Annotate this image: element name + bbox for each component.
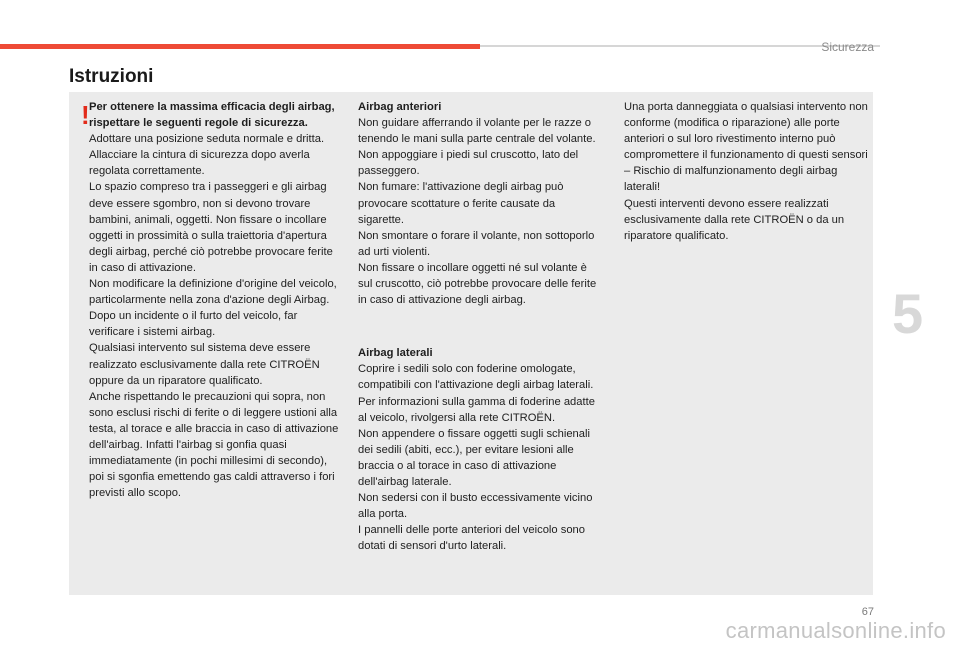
paragraph: Non appoggiare i piedi sul cruscotto, lato del passeggero. <box>358 149 579 178</box>
column-middle <box>358 99 604 554</box>
paragraph: Non fumare: l'attivazione degli airbag può provocare scottature o ferite causate da sigarette. <box>358 181 564 226</box>
paragraph: I pannelli delle porte anteriori del veicolo sono dotati di sensori d'urto laterali. <box>358 524 586 553</box>
paragraph: Adottare una posizione seduta normale e dritta. <box>89 133 325 146</box>
paragraph: Non guidare afferrando il volante per le razze o tenendo le mani sulla parte centrale del volante. <box>358 117 596 146</box>
page-title: Istruzioni <box>69 66 154 87</box>
paragraph: Qualsiasi intervento sul sistema deve essere realizzato esclusivamente dalla rete CITROËN oppure da un riparatore qualificato. <box>89 342 320 387</box>
paragraph: Dopo un incidente o il furto del veicolo, far verificare i sistemi airbag. <box>89 310 298 339</box>
paragraph: Anche rispettando le precauzioni qui sopra, non sono esclusi rischi di ferite o di leggere ustioni alla testa, al torace e alle braccia in caso di attivazione dell'airbag. Infatti l'airbag si gonfia quasi immediatamente (in pochi millesimi di secondo), poi si sgonfia emettendo gas caldi attraverso i fori previsti allo scopo. <box>89 390 339 500</box>
watermark: carmanualsonline.info <box>725 618 946 643</box>
front-airbag-heading: Airbag anteriori <box>358 101 442 113</box>
instructions-panel <box>69 92 873 595</box>
paragraph: Non sedersi con il busto eccessivamente vicino alla porta. <box>358 492 593 521</box>
paragraph: Non modificare la definizione d'origine del veicolo, particolarmente nella zona d'azione degli Airbag. <box>89 278 337 307</box>
header-accent-bar <box>0 44 480 49</box>
page-number: 67 <box>861 606 874 618</box>
warning-icon: ! <box>81 100 90 130</box>
paragraph: Allacciare la cintura di sicurezza dopo averla regolata correttamente. <box>89 149 310 178</box>
warning-intro: Per ottenere la massima efficacia degli airbag, rispettare le seguenti regole di sicurezza. <box>89 101 335 130</box>
paragraph: Non appendere o fissare oggetti sugli schienali dei sedili (abiti, ecc.), per evitare lesioni alle braccia o al torace in caso di attivazione dell'airbag laterale. <box>358 427 590 488</box>
header-divider <box>480 45 880 47</box>
paragraph: Una porta danneggiata o qualsiasi intervento non conforme (modifica o riparazione) alle porte anteriori o sul loro rivestimento interno può compromettere il funzionamento di questi sensori – Rischio di malfunzionamento degli airbag laterali! <box>624 101 868 194</box>
column-right <box>624 99 870 244</box>
column-left <box>89 99 341 501</box>
paragraph: Non smontare o forare il volante, non sottoporlo ad urti violenti. <box>358 229 595 258</box>
paragraph: Questi interventi devono essere realizzati esclusivamente dalla rete CITROËN o da un riparatore qualificato. <box>624 197 845 242</box>
paragraph: Coprire i sedili solo con foderine omologate, compatibili con l'attivazione degli airbag laterali. Per informazioni sulla gamma di foderine adatte al veicolo, rivolgersi alla rete CITROËN. <box>358 363 595 424</box>
spacer <box>358 308 604 345</box>
section-label: Sicurezza <box>821 40 874 54</box>
paragraph: Lo spazio compreso tra i passeggeri e gli airbag deve essere sgombro, non si devono trovare bambini, animali, oggetti. Non fissare o incollare oggetti in prossimità o sulla traiettoria d'apertura degli airbag, perché ciò potrebbe provocare ferite in caso di attivazione. <box>89 181 333 274</box>
paragraph: Non fissare o incollare oggetti né sul volante è sul cruscotto, ciò potrebbe provocare delle ferite in caso di attivazione degli airbag. <box>358 261 597 307</box>
chapter-number: 5 <box>892 282 924 345</box>
side-airbag-heading: Airbag laterali <box>358 347 433 360</box>
